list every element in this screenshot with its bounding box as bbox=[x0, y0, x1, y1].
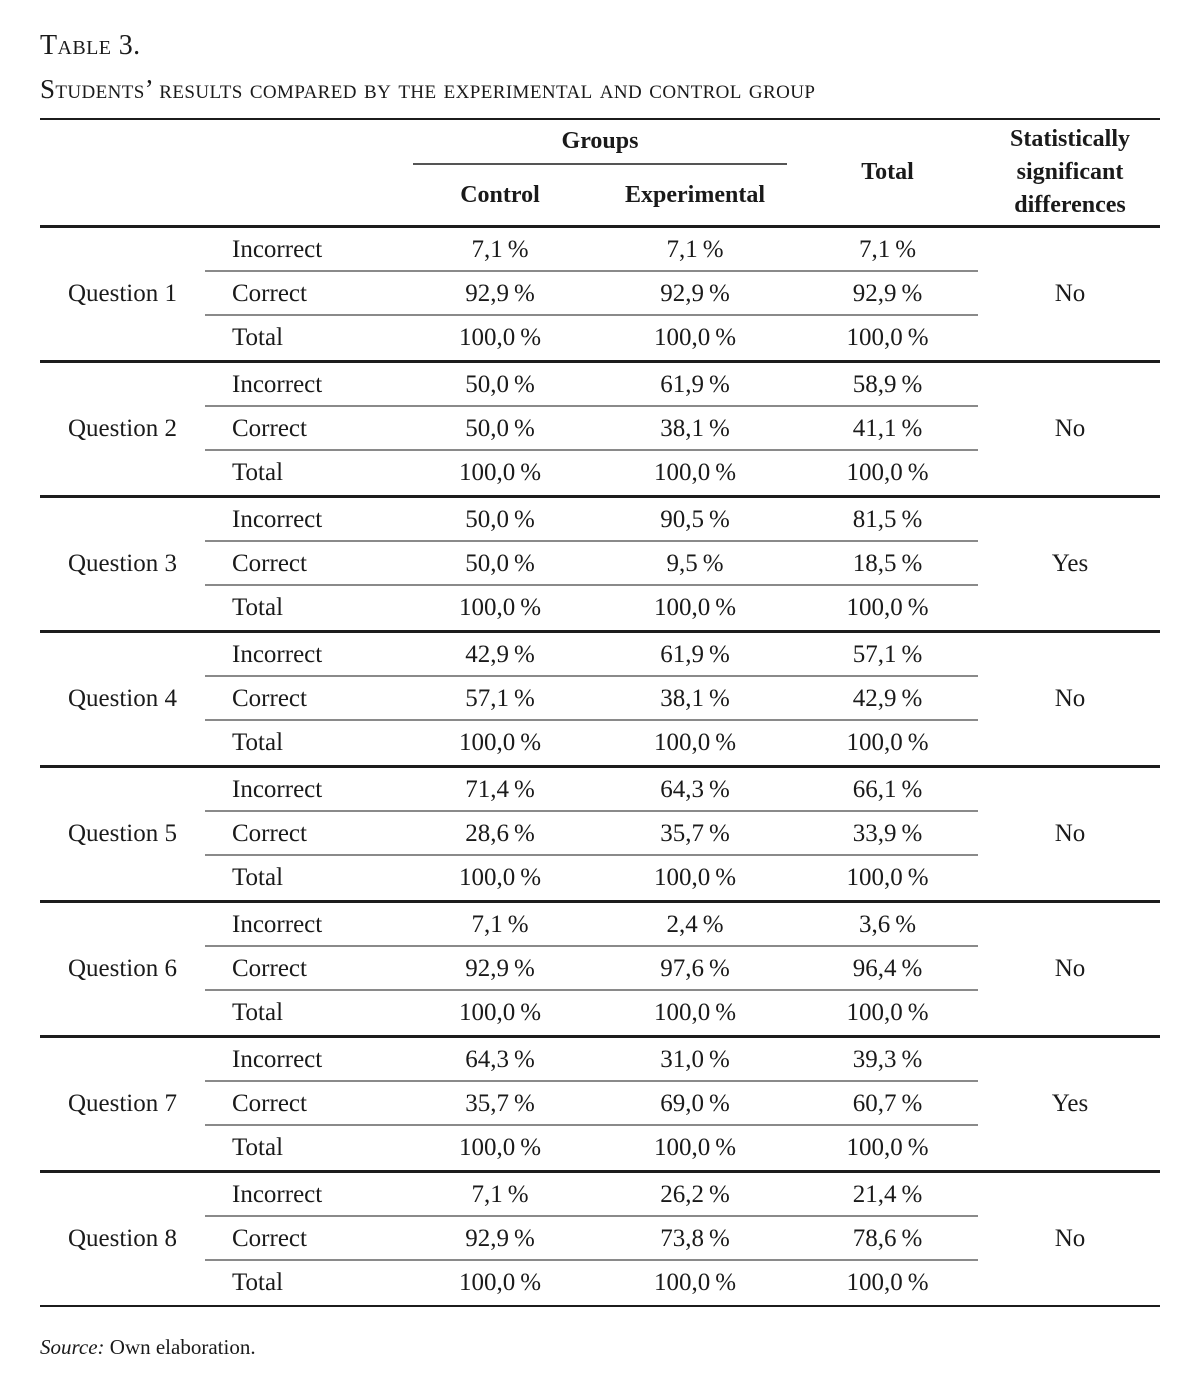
row-label: Total bbox=[232, 459, 284, 486]
row-label: Correct bbox=[232, 685, 307, 712]
total-value: 100,0 % bbox=[846, 729, 929, 756]
control-value: 64,3 % bbox=[465, 1046, 535, 1073]
row-label: Total bbox=[232, 1269, 284, 1296]
question-block bbox=[40, 768, 1160, 903]
significance-value: No bbox=[1054, 955, 1086, 982]
total-value: 100,0 % bbox=[846, 459, 929, 486]
question-block bbox=[40, 1038, 1160, 1173]
source-note bbox=[40, 1335, 1160, 1360]
row-label: Incorrect bbox=[232, 1181, 323, 1208]
experimental-value: 100,0 % bbox=[653, 1134, 737, 1161]
experimental-value: 9,5 % bbox=[666, 550, 724, 577]
experimental-value: 100,0 % bbox=[653, 459, 737, 486]
row-label: Incorrect bbox=[232, 371, 323, 398]
page-subtitle: Students’ results compared by the experimental and control group bbox=[40, 74, 816, 104]
experimental-value: 100,0 % bbox=[653, 729, 737, 756]
total-value: 42,9 % bbox=[852, 685, 923, 712]
significance-value: No bbox=[1054, 685, 1086, 712]
question-block bbox=[40, 228, 1160, 363]
total-value: 3,6 % bbox=[858, 911, 917, 938]
control-value: 35,7 % bbox=[465, 1090, 535, 1117]
groups-header-underline bbox=[413, 120, 787, 165]
experimental-value: 38,1 % bbox=[660, 415, 730, 442]
total-value: 78,6 % bbox=[852, 1225, 923, 1252]
table-body bbox=[40, 228, 1160, 1307]
control-value: 50,0 % bbox=[465, 415, 535, 442]
total-value: 100,0 % bbox=[846, 1269, 929, 1296]
control-value: 92,9 % bbox=[465, 1225, 535, 1252]
row-label: Correct bbox=[232, 820, 307, 847]
total-value: 100,0 % bbox=[846, 1134, 929, 1161]
row-label: Total bbox=[232, 729, 284, 756]
control-value: 100,0 % bbox=[458, 729, 542, 756]
experimental-value: 100,0 % bbox=[653, 999, 737, 1026]
row-label: Total bbox=[232, 1134, 284, 1161]
total-value: 58,9 % bbox=[852, 371, 923, 398]
total-column-header: Total bbox=[861, 159, 914, 185]
row-label: Correct bbox=[232, 550, 307, 577]
control-value: 100,0 % bbox=[458, 1134, 542, 1161]
total-value: 18,5 % bbox=[852, 550, 923, 577]
total-value: 41,1 % bbox=[852, 415, 923, 442]
question-label: Question 1 bbox=[67, 280, 178, 307]
total-value: 81,5 % bbox=[852, 506, 923, 533]
table-header bbox=[40, 118, 1160, 228]
total-value: 33,9 % bbox=[852, 820, 923, 847]
experimental-value: 73,8 % bbox=[660, 1225, 730, 1252]
control-value: 100,0 % bbox=[458, 459, 542, 486]
significance-value: No bbox=[1054, 415, 1086, 442]
control-value: 7,1 % bbox=[471, 236, 529, 263]
experimental-value: 35,7 % bbox=[660, 820, 730, 847]
control-value: 57,1 % bbox=[465, 685, 535, 712]
control-value: 100,0 % bbox=[458, 324, 542, 351]
experimental-value: 92,9 % bbox=[660, 280, 730, 307]
row-label: Correct bbox=[232, 280, 307, 307]
control-value: 50,0 % bbox=[465, 550, 535, 577]
control-value: 100,0 % bbox=[458, 1269, 542, 1296]
control-value: 7,1 % bbox=[471, 1181, 529, 1208]
question-block bbox=[40, 1173, 1160, 1307]
significance-column-header bbox=[980, 120, 1160, 225]
total-value: 39,3 % bbox=[852, 1046, 923, 1073]
significance-header-line: differences bbox=[1014, 192, 1126, 218]
experimental-value: 61,9 % bbox=[660, 641, 730, 668]
question-block bbox=[40, 363, 1160, 498]
row-label: Total bbox=[232, 999, 284, 1026]
experimental-value: 100,0 % bbox=[653, 324, 737, 351]
control-value: 100,0 % bbox=[458, 864, 542, 891]
total-value: 66,1 % bbox=[852, 776, 923, 803]
experimental-value: 100,0 % bbox=[653, 1269, 737, 1296]
question-label: Question 4 bbox=[67, 685, 178, 712]
row-label: Correct bbox=[232, 955, 307, 982]
experimental-value: 64,3 % bbox=[660, 776, 730, 803]
significance-header-line: significant bbox=[1016, 159, 1124, 185]
significance-value: No bbox=[1054, 1225, 1086, 1252]
control-value: 92,9 % bbox=[465, 955, 535, 982]
experimental-column-header: Experimental bbox=[625, 181, 765, 208]
source-label: Source: bbox=[40, 1335, 105, 1359]
source-text: Own elaboration. bbox=[109, 1335, 256, 1359]
question-block bbox=[40, 498, 1160, 633]
question-label: Question 2 bbox=[67, 415, 178, 442]
control-value: 28,6 % bbox=[465, 820, 535, 847]
experimental-value: 2,4 % bbox=[666, 911, 724, 938]
control-value: 7,1 % bbox=[471, 911, 529, 938]
total-value: 100,0 % bbox=[846, 324, 929, 351]
total-value: 57,1 % bbox=[852, 641, 923, 668]
question-label: Question 6 bbox=[67, 955, 178, 982]
results-table bbox=[40, 118, 1160, 1307]
row-label: Correct bbox=[232, 415, 307, 442]
control-value: 100,0 % bbox=[458, 594, 542, 621]
experimental-value: 69,0 % bbox=[660, 1090, 730, 1117]
experimental-value: 100,0 % bbox=[653, 594, 737, 621]
experimental-value: 90,5 % bbox=[660, 506, 730, 533]
total-value: 21,4 % bbox=[852, 1181, 923, 1208]
question-block bbox=[40, 633, 1160, 768]
row-label: Incorrect bbox=[232, 1046, 323, 1073]
control-value: 100,0 % bbox=[458, 999, 542, 1026]
significance-value: No bbox=[1054, 280, 1086, 307]
control-column-header: Control bbox=[460, 181, 540, 208]
control-value: 71,4 % bbox=[465, 776, 535, 803]
question-label: Question 7 bbox=[67, 1090, 178, 1117]
control-value: 92,9 % bbox=[465, 280, 535, 307]
row-label: Incorrect bbox=[232, 776, 323, 803]
total-value: 100,0 % bbox=[846, 864, 929, 891]
total-value: 100,0 % bbox=[846, 999, 929, 1026]
experimental-value: 97,6 % bbox=[660, 955, 730, 982]
row-label: Correct bbox=[232, 1090, 307, 1117]
significance-value: No bbox=[1054, 820, 1086, 847]
control-value: 42,9 % bbox=[465, 641, 535, 668]
experimental-value: 31,0 % bbox=[660, 1046, 730, 1073]
question-label: Question 3 bbox=[67, 550, 178, 577]
total-value: 60,7 % bbox=[852, 1090, 923, 1117]
row-label: Total bbox=[232, 324, 284, 351]
row-label: Incorrect bbox=[232, 641, 323, 668]
total-value: 92,9 % bbox=[852, 280, 923, 307]
row-label: Incorrect bbox=[232, 506, 323, 533]
groups-column-header: Groups bbox=[561, 128, 639, 154]
experimental-value: 61,9 % bbox=[660, 371, 730, 398]
row-label: Total bbox=[232, 864, 284, 891]
experimental-value: 26,2 % bbox=[660, 1181, 730, 1208]
control-value: 50,0 % bbox=[465, 371, 535, 398]
total-value: 7,1 % bbox=[858, 236, 917, 263]
row-label: Incorrect bbox=[232, 911, 323, 938]
question-label: Question 8 bbox=[67, 1225, 178, 1252]
significance-value: Yes bbox=[1051, 1090, 1089, 1117]
total-value: 100,0 % bbox=[846, 594, 929, 621]
control-value: 50,0 % bbox=[465, 506, 535, 533]
question-label: Question 5 bbox=[67, 820, 178, 847]
experimental-value: 38,1 % bbox=[660, 685, 730, 712]
experimental-value: 7,1 % bbox=[666, 236, 724, 263]
significance-header-line: Statistically bbox=[1010, 126, 1130, 152]
total-value: 96,4 % bbox=[852, 955, 923, 982]
page-title: Table 3. bbox=[40, 30, 141, 61]
row-label: Total bbox=[232, 594, 284, 621]
question-block bbox=[40, 903, 1160, 1038]
row-label: Incorrect bbox=[232, 236, 323, 263]
experimental-value: 100,0 % bbox=[653, 864, 737, 891]
significance-value: Yes bbox=[1051, 550, 1089, 577]
row-label: Correct bbox=[232, 1225, 307, 1252]
